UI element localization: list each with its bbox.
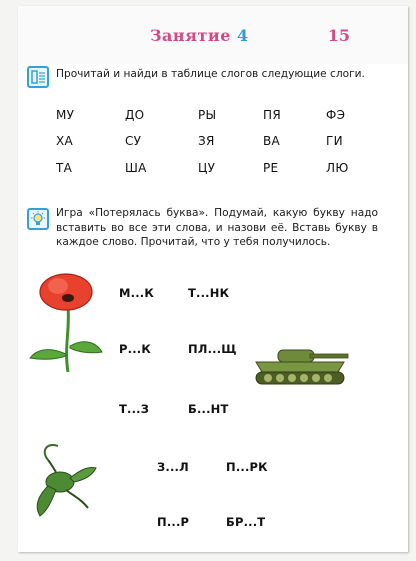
syllable: ЛЮ xyxy=(326,161,349,175)
word-puzzle: П...РК xyxy=(226,460,268,474)
task2-instructions: Игра «Потерялась буква». Подумай, какую букву надо вставить во все эти слова, и назови её. Вставь букву в каждое слово. Прочитай, что у тебя получилось. xyxy=(56,207,378,249)
task1-instructions: Прочитай и найди в таблице слогов следующие слоги. xyxy=(56,68,365,80)
syllable: РЕ xyxy=(263,161,279,175)
tank-icon xyxy=(250,348,350,388)
syllable: ХА xyxy=(56,134,74,148)
book-icon xyxy=(27,66,49,88)
lightbulb-icon-graphic xyxy=(29,210,47,228)
poppy-flower-icon xyxy=(28,268,108,378)
word-puzzle: Т...НК xyxy=(188,286,230,300)
word-puzzle: ПЛ...Щ xyxy=(188,342,237,356)
word-puzzle: Б...НТ xyxy=(188,402,229,416)
syllable: ПЯ xyxy=(263,108,281,122)
lesson-title xyxy=(150,26,280,45)
word-puzzle: Т...З xyxy=(119,402,150,416)
syllable: ГИ xyxy=(326,134,343,148)
word-puzzle: З...Л xyxy=(157,460,189,474)
crayfish-icon xyxy=(26,440,106,520)
syllable: ФЭ xyxy=(326,108,346,122)
syllable: ДО xyxy=(125,108,145,122)
syllable: МУ xyxy=(56,108,75,122)
syllable: ЗЯ xyxy=(198,134,215,148)
syllable: ША xyxy=(125,161,147,175)
syllable: ТА xyxy=(56,161,73,175)
lightbulb-icon xyxy=(27,208,49,230)
syllable: СУ xyxy=(125,134,142,148)
syllable: ЦУ xyxy=(198,161,216,175)
lesson-word: Занятие xyxy=(150,26,231,45)
lesson-number: 4 xyxy=(236,26,249,45)
syllable: РЫ xyxy=(198,108,217,122)
word-puzzle: Р...К xyxy=(119,342,151,356)
word-puzzle: П...Р xyxy=(157,515,190,529)
workbook-page xyxy=(18,6,408,552)
page-header xyxy=(18,6,408,64)
page-number: 15 xyxy=(327,26,350,45)
word-puzzle: М...К xyxy=(119,286,154,300)
word-puzzle: БР...Т xyxy=(226,515,266,529)
book-icon-graphic xyxy=(29,68,47,86)
syllable: ВА xyxy=(263,134,281,148)
